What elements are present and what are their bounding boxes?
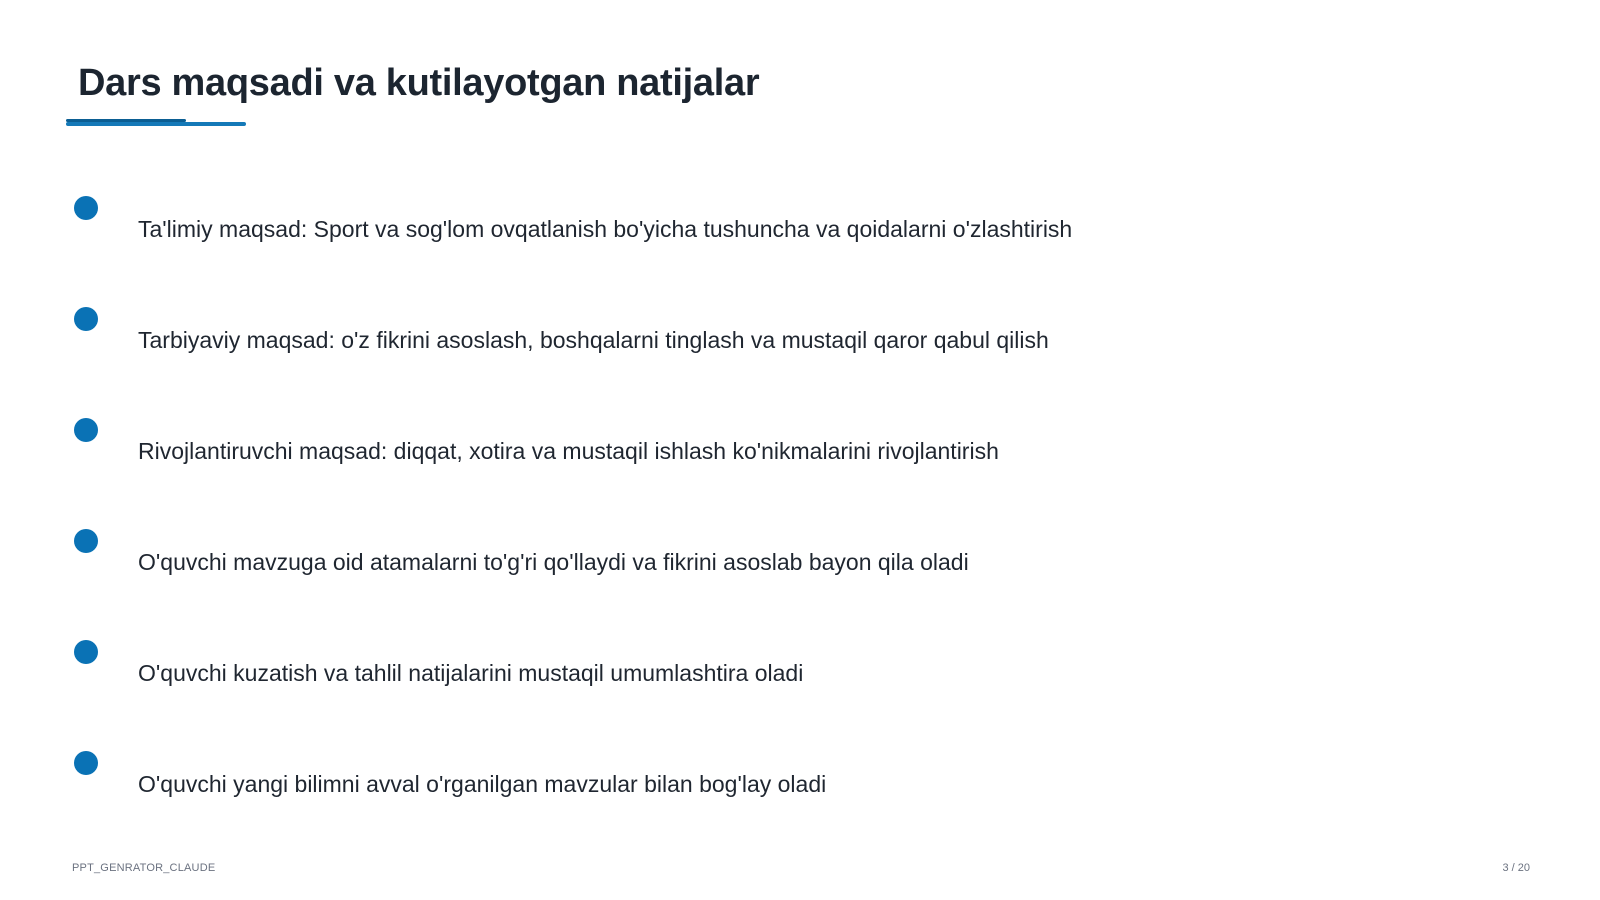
bullet-dot <box>74 307 98 331</box>
bullet-dot <box>74 751 98 775</box>
bullet-text: O'quvchi kuzatish va tahlil natijalarini mustaqil umumlashtira oladi <box>138 660 804 686</box>
bullet-text: O'quvchi mavzuga oid atamalarni to'g'ri qo'llaydi va fikrini asoslab bayon qila oladi <box>138 549 969 575</box>
bullet-text: O'quvchi yangi bilimni avval o'rganilgan mavzular bilan bog'lay oladi <box>138 771 827 797</box>
bullet-item <box>0 307 1600 367</box>
bullet-item <box>0 196 1600 256</box>
bullet-item <box>0 418 1600 478</box>
bullet-dot <box>74 196 98 220</box>
bullet-text: Ta'limiy maqsad: Sport va sog'lom ovqatlanish bo'yicha tushuncha va qoidalarni o'zlashtirish <box>138 216 1073 242</box>
bullet-dot <box>74 529 98 553</box>
bullet-text: Rivojlantiruvchi maqsad: diqqat, xotira va mustaqil ishlash ko'nikmalarini rivojlantirish <box>138 438 999 464</box>
bullet-item <box>0 529 1600 589</box>
bullet-item <box>0 640 1600 700</box>
bullet-text: Tarbiyaviy maqsad: o'z fikrini asoslash, boshqalarni tinglash va mustaqil qaror qabul qilish <box>138 327 1049 353</box>
bullet-item <box>0 751 1600 811</box>
page-indicator: 3 / 20 <box>1502 862 1530 874</box>
slide-title: Dars maqsadi va kutilayotgan natijalar <box>78 62 760 104</box>
footer-source: PPT_GENRATOR_CLAUDE <box>72 862 216 874</box>
bullet-dot <box>74 418 98 442</box>
bullet-dot <box>74 640 98 664</box>
